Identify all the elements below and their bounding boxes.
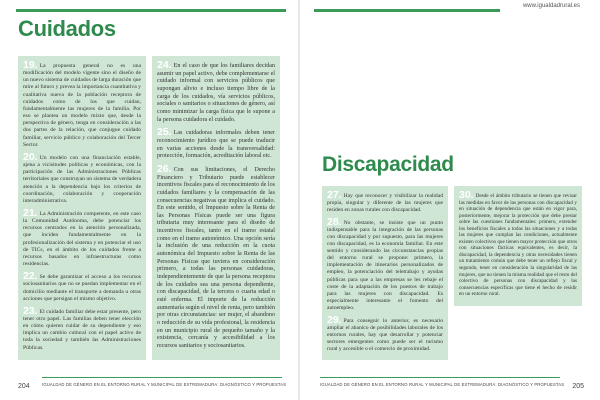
paragraph-text: Con sus limitaciones, el Derecho Financiero y Tributario puede establecer incentivos fiscales para el reconocimiento de los cuidados familiares y la compensación de las consecuencias negativas que implica el cuidado. En este sentido, el Impuesto sobre la Renta de las Personas Físicas puede ser una figura tributaria muy interesante para el diseño de incentivos fiscales, tanto en el tramo estatal como en el tramo autonómico. Una opción sería la inclusión de una reducción en la cuota autonómica del Impuesto sobre la Renta de las Personas Físicas que tuviera en consideración primero, a todas las personas cuidadoras, independientemente de que la persona receptora de los cuidados sea una persona dependiente, con discapacidad, de la tercera o cuarta edad o esté enferma. El importe de la reducción aumentaría según el nivel de renta, pero también por otras circunstancias: ser mujer, el abandono o reducción de su vida profesional, la residencia en un municipio rural de pequeño tamaño y la existencia, cercanía y accesibilidad a los recursos sanitarios y sociosanitarios. <box>157 166 275 349</box>
paragraph-text: La Administración competente, en este caso la Comunidad Autónoma, debe potenciar los recursos centrados en la atención personalizada, que inciden fundamentalmente en la profesionalización del sistema y en potenciar el uso de TICs, en el ámbito de los cuidados frente a recursos basados en infraestructuras como residencias. <box>23 210 141 268</box>
paragraph-text: Se debe garantizar el acceso a los recursos sociosanitarios que no se puedan implementar en el domicilio mediante el transporte a demanda u otras acciones que persigan el mismo objetivo. <box>23 274 141 302</box>
paragraph-item <box>327 313 443 353</box>
paragraph-item <box>23 59 141 149</box>
paragraph-item <box>157 162 275 351</box>
page-footer: IGUALDAD DE GÉNERO EN EL ENTORNO RURAL Y MUNICIPAL DE EXTREMADURA: DIAGNÓSTICO Y PROPUESTAS <box>320 377 560 391</box>
paragraph-item <box>157 59 275 124</box>
paragraph-item <box>157 126 275 161</box>
paragraph-number: 25. <box>157 126 172 139</box>
text-column-left-1 <box>18 56 146 360</box>
paragraph-number: 27. <box>327 189 342 201</box>
paragraph-text: No obstante, se insiste que un punto indispensable para la integración de las personas con discapacidad y por supuesto, para las mujeres con discapacidad, es la economía familiar. En este sentido y considerando las circunstancias propias del entorno rural se propone: primero, la implementación de itinerarios personalizados de empleo, la potenciación del teletrabajo y ayudas públicas para que a las empresas se les rebaje el coste de la adaptación de los puestos de trabajo para las mujeres con discapacidad. Es especialmente interesante el fomento del autoempleo. <box>327 220 443 311</box>
paragraph-text: Para conseguir lo anterior, es necesario ampliar el abanico de posibilidades laborales de los entornos rurales, hay que desarrollar y potenciar sectores emergentes como puede ser el turismo rural y accesible o el comercio de proximidad. <box>327 317 443 352</box>
section-title-discapacidad: Discapacidad <box>322 153 454 176</box>
page-number: 204 <box>18 383 30 390</box>
paragraph-item <box>327 216 443 312</box>
paragraph-number: 21. <box>23 206 38 219</box>
top-accent-bar <box>16 9 286 12</box>
paragraph-number: 20. <box>23 150 38 163</box>
paragraph-item <box>459 189 577 298</box>
paragraph-item <box>327 189 443 214</box>
paragraph-number: 29. <box>327 313 342 326</box>
section-title-cuidados: Cuidados <box>18 16 116 41</box>
paragraph-text: Un modelo con una financiación estable, ajena a vicisitudes políticas y económicas, con la participación de las Administraciones Públicas territoriales que construyan un sistema de verdadera atención a la dependencia bajo los criterios de coordinación, colaboración y cooperación interadministrativa. <box>23 154 141 204</box>
text-column-right-1 <box>322 186 448 360</box>
paragraph-text: Hay que reconocer y visibilizar la realidad propia, singular y diferente de las mujeres que residen en zonas rurales con discapacidad. <box>327 193 443 214</box>
top-accent-bar <box>314 9 500 12</box>
paragraph-item <box>23 304 141 352</box>
paragraph-item <box>23 150 141 205</box>
page-number: 205 <box>572 383 584 390</box>
paragraph-number: 26. <box>157 162 172 175</box>
paragraph-item <box>23 270 141 303</box>
paragraph-text: La propuesta general no es una modificación del modelo vigente sino el diseño de un nuevo sistema de cuidados de larga duración que mire al futuro y prevea la importancia cuantitativa y cualitativa nueva de la población receptora de cuidados como de los que cuidan, fundamentalmente las mujeres de la familia. Por eso se plantea un modelo mixto que, desde la perspectiva de género, tenga en consideración a las dos partes de la relación, que conjugue cuidado familiar, servicio público y colaboración del Tercer Sector. <box>23 63 141 148</box>
text-column-right-2 <box>454 186 582 306</box>
text-column-left-2 <box>152 56 280 360</box>
page-footer: IGUALDAD DE GÉNERO EN EL ENTORNO RURAL Y MUNICIPAL DE EXTREMADURA: DIAGNÓSTICO Y PROPUESTAS <box>42 377 282 391</box>
paragraph-number: 24. <box>157 59 172 71</box>
paragraph-number: 23. <box>23 304 38 317</box>
paragraph-number: 30. <box>459 189 474 201</box>
paragraph-number: 28. <box>327 216 342 229</box>
paragraph-item <box>23 206 141 268</box>
paragraph-text: En el caso de que los familiares decidan asumir un papel activo, debe complementarse el cuidado informal con servicios públicos que supongan alivio e incluso tiempo libre de la carga de los cuidados, vía servicios públicos, sociales o sanitarios o situaciones de género, así como minimizar la carga física que le supone a la persona cuidadora el cuidado. <box>157 63 275 123</box>
paragraph-number: 19. <box>23 59 38 71</box>
site-url: www.igualdadrural.es <box>522 3 580 9</box>
paragraph-text: Desde el ámbito tributario se tienen que revisar las medidas en favor de las personas con discapacidad y en situación de dependencia que están en vigor para, posteriormente, mejorar la protección que debe prestar sobre las cuestiones fundamentales: primero, extender los beneficios fiscales a todas las situaciones y a todas las mujeres que cumplan las condiciones, actualmente existen colectivos que tienen mayor protección que otros con situaciones fácticas equivalentes, es decir, la discapacidad, la dependencia y otras necesidades tienen un tratamiento común que debe tener un reflejo fiscal y segundo, tener en consideración la singularidad de las mujeres, que no tienen la misma realidad que el resto del colectivo de personas con discapacidad y las consecuencias específicas que tiene el hecho de residir en un entorno rural. <box>459 193 577 298</box>
right-page <box>300 0 600 400</box>
paragraph-text: El cuidado familiar debe estar presente, pero tener otro papel. Las familias deben tener elección en cómo quieren cuidar de su dependiente y eso implica un cambio cultural con el papel activo de toda la sociedad y también las Administraciones Públicas. <box>23 308 141 351</box>
paragraph-number: 22. <box>23 270 38 283</box>
paragraph-text: Las cuidadoras informales deben tener reconocimiento jurídico que se puede traducir en varias acciones desde la transversalidad: protección, formación, acreditación laboral etc. <box>157 130 275 160</box>
